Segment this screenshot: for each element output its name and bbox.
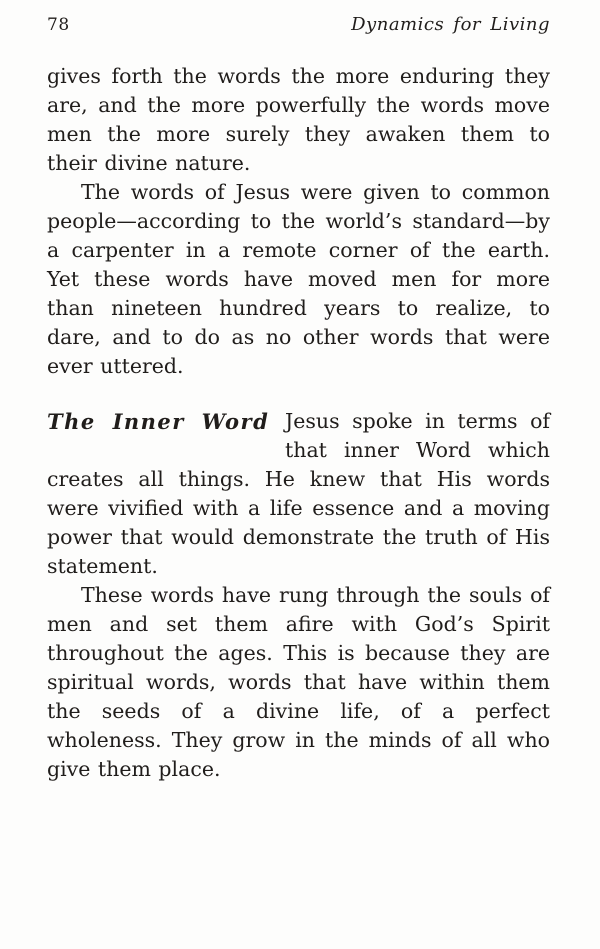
running-head bbox=[47, 14, 550, 35]
page-body bbox=[47, 62, 550, 784]
paragraph-inner-word-text: Jesus spoke in terms of that inner Word which creates all things. He knew that His words were vivified with a life essence and a moving power that would demonstrate the truth of His statement. bbox=[47, 409, 550, 578]
paragraph-these-words: These words have rung through the souls of men and set them afire with God’s Spirit throughout the ages. This is because they are spiritual words, words that have within them the seeds of a divine life, of a perfect wholeness. They grow in the minds of all who give them place. bbox=[47, 583, 550, 781]
paragraph-continuation: gives forth the words the more enduring they are, and the more powerfully the words move men the more surely they awaken them to their divine nature. bbox=[47, 64, 550, 175]
paragraph-words-of-jesus: The words of Jesus were given to common people—according to the world’s standard—by a carpenter in a remote corner of the earth. Yet these words have moved men for more than nineteen hundred years to realize, to dare, and to do as no other words that were ever uttered. bbox=[47, 180, 550, 378]
running-title: Dynamics for Living bbox=[351, 14, 550, 35]
page-number: 78 bbox=[47, 15, 70, 35]
paragraph-inner-word bbox=[47, 407, 550, 581]
section-heading-the-inner-word: The Inner Word bbox=[47, 409, 270, 434]
